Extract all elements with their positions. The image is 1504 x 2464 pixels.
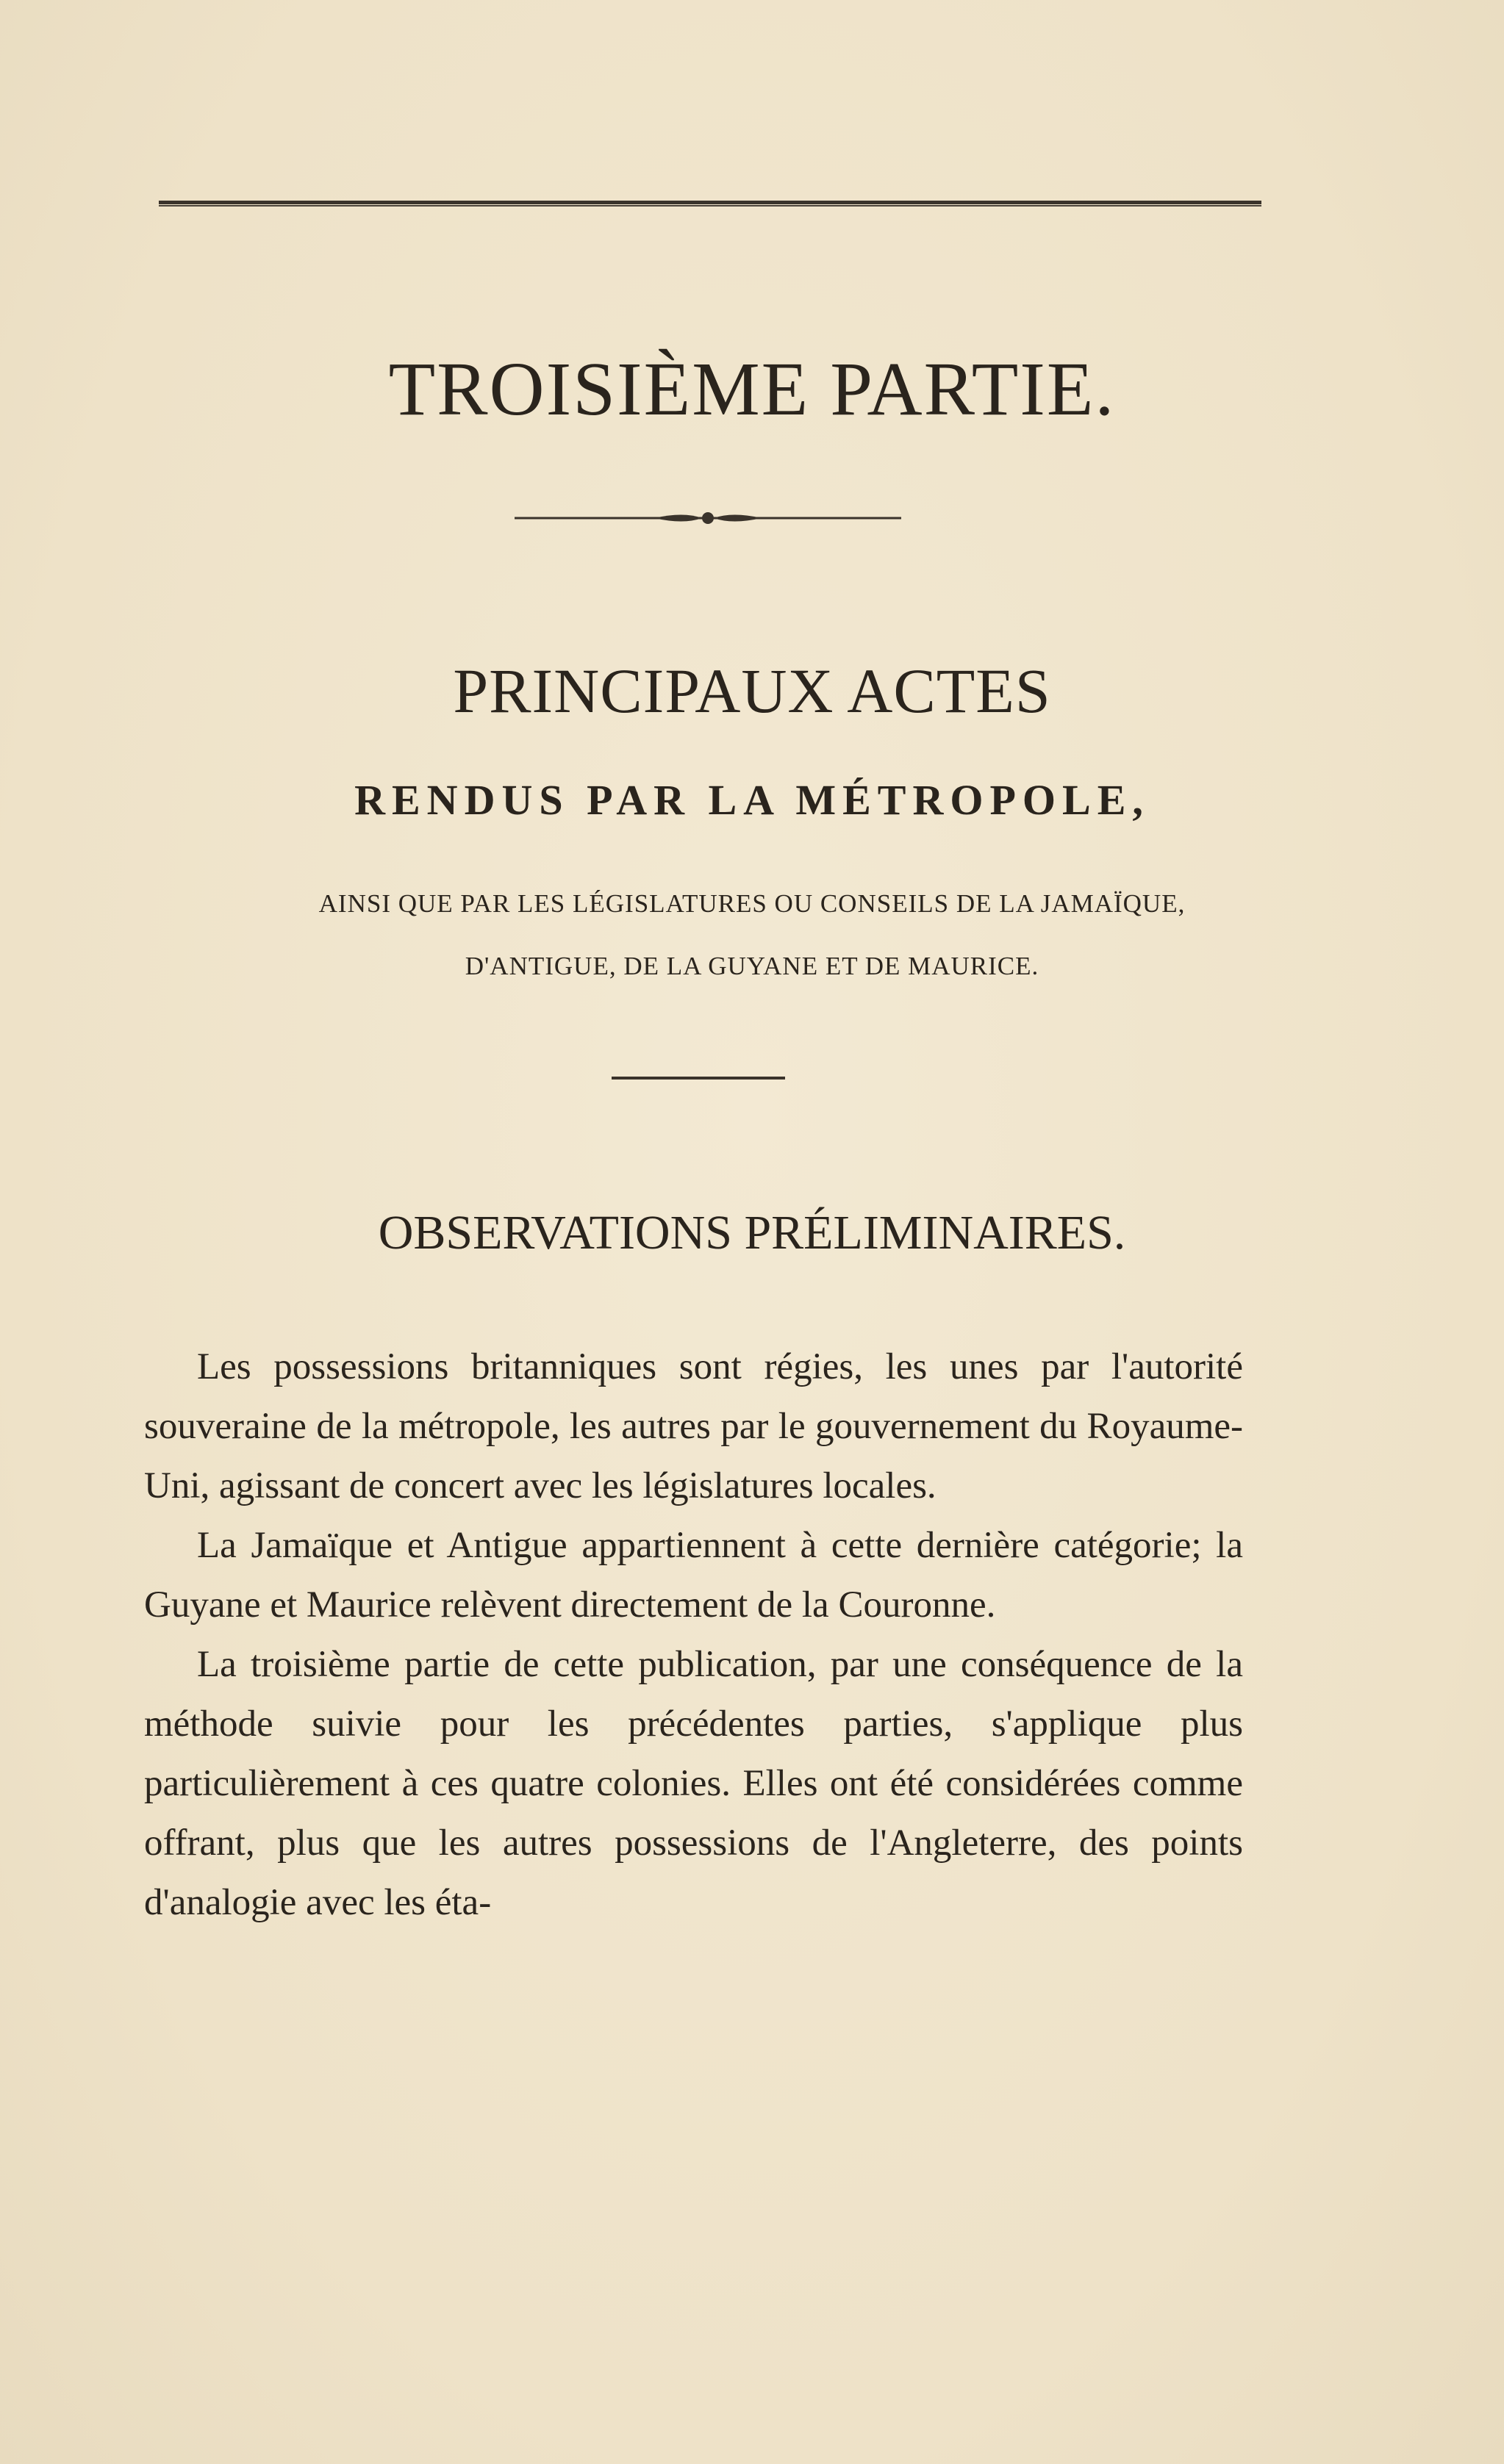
paragraph-1: Les possessions britanniques sont régies, les unes par l'autorité souveraine de la métropole, les autres par le gouvernement du Royaume-Uni, agissant de concert avec les législatures locales.	[144, 1346, 1243, 1506]
heading-principaux-actes: PRINCIPAUX ACTES	[453, 655, 1051, 726]
heading-subtitle-line-2: D'ANTIGUE, DE LA GUYANE ET DE MAURICE.	[465, 952, 1039, 980]
paragraph-2: La Jamaïque et Antigue appartiennent à cette dernière catégorie; la Guyane et Maurice relèvent directement de la Couronne.	[144, 1525, 1243, 1626]
body-text	[144, 1337, 1243, 1933]
heading-observations-preliminaires: OBSERVATIONS PRÉLIMINAIRES.	[378, 1206, 1126, 1260]
heading-rendus-par-la-metropole: RENDUS PAR LA MÉTROPOLE,	[354, 776, 1150, 824]
heading-subtitle-line-1: AINSI QUE PAR LES LÉGISLATURES OU CONSEILS DE LA JAMAÏQUE,	[318, 889, 1186, 918]
part-title: TROISIÈME PARTIE.	[388, 347, 1116, 431]
paragraph-3: La troisième partie de cette publication, par une conséquence de la méthode suivie pour les précédentes parties, s'applique plus particulièrement à ces quatre colonies. Elles ont été considérées comme offrant, plus que les autres possessions de l'Angleterre, des points d'analogie avec les éta-	[144, 1644, 1243, 1923]
ornament-divider-icon	[515, 507, 901, 529]
top-double-rule	[159, 201, 1261, 206]
short-divider-rule	[612, 1077, 785, 1080]
